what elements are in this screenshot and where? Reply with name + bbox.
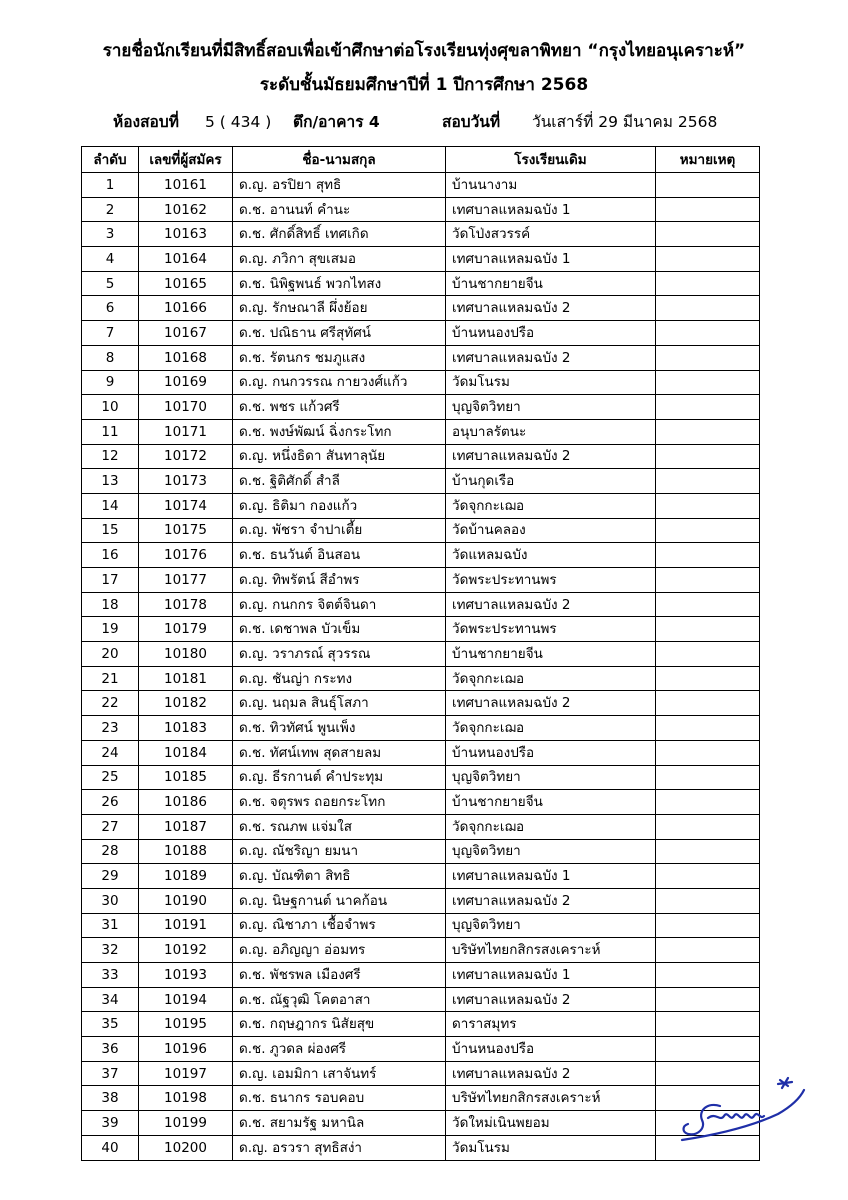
applicant-id: 10199 — [139, 1111, 233, 1136]
previous-school: เทศบาลแหลมฉบัง 2 — [446, 444, 656, 469]
note-cell — [656, 617, 760, 642]
applicant-id: 10176 — [139, 543, 233, 568]
student-name: ด.ญ. ธิติมา กองแก้ว — [233, 493, 446, 518]
previous-school: เทศบาลแหลมฉบัง 1 — [446, 963, 656, 988]
applicant-id: 10172 — [139, 444, 233, 469]
student-name: ด.ช. รณภพ แจ่มใส — [233, 814, 446, 839]
student-name: ด.ญ. อภิญญา อ่อมทร — [233, 938, 446, 963]
student-name: ด.ญ. พัชรา จำปาเตี้ย — [233, 518, 446, 543]
student-name: ด.ญ. กนกวรรณ กายวงศ์แก้ว — [233, 370, 446, 395]
note-cell — [656, 222, 760, 247]
note-cell — [656, 173, 760, 198]
column-header-note: หมายเหตุ — [656, 147, 760, 173]
row-number: 40 — [82, 1135, 139, 1160]
student-name: ด.ช. สยามรัฐ มหานิล — [233, 1111, 446, 1136]
applicant-id: 10163 — [139, 222, 233, 247]
student-name: ด.ญ. ทิพรัตน์ สีอำพร — [233, 568, 446, 593]
applicant-id: 10169 — [139, 370, 233, 395]
previous-school: เทศบาลแหลมฉบัง 1 — [446, 247, 656, 272]
table-row — [82, 1061, 760, 1086]
previous-school: เทศบาลแหลมฉบัง 1 — [446, 864, 656, 889]
previous-school: เทศบาลแหลมฉบัง 1 — [446, 197, 656, 222]
previous-school: วัดจุกกะเฌอ — [446, 814, 656, 839]
applicant-id: 10166 — [139, 296, 233, 321]
applicant-id: 10184 — [139, 740, 233, 765]
table-row — [82, 1135, 760, 1160]
previous-school: เทศบาลแหลมฉบัง 2 — [446, 592, 656, 617]
applicant-id: 10165 — [139, 271, 233, 296]
student-table — [81, 146, 760, 1161]
table-row — [82, 419, 760, 444]
table-row — [82, 493, 760, 518]
table-row — [82, 469, 760, 494]
student-name: ด.ช. ณัฐวุฒิ โคตอาสา — [233, 987, 446, 1012]
previous-school: บ้านชากยายจีน — [446, 790, 656, 815]
student-name: ด.ช. ฐิติศักดิ์ สำลี — [233, 469, 446, 494]
column-header-school: โรงเรียนเดิม — [446, 147, 656, 173]
previous-school: วัดบ้านคลอง — [446, 518, 656, 543]
table-row — [82, 1012, 760, 1037]
student-name: ด.ญ. เอมมิกา เสาจันทร์ — [233, 1061, 446, 1086]
previous-school: บุญจิตวิทยา — [446, 913, 656, 938]
row-number: 11 — [82, 419, 139, 444]
applicant-id: 10179 — [139, 617, 233, 642]
row-number: 32 — [82, 938, 139, 963]
student-name: ด.ช. ทิวทัศน์ พูนเพ็ง — [233, 716, 446, 741]
previous-school: วัดพระประทานพร — [446, 617, 656, 642]
applicant-id: 10180 — [139, 642, 233, 667]
note-cell — [656, 1012, 760, 1037]
row-number: 17 — [82, 568, 139, 593]
student-name: ด.ญ. รักษณาลี ผึ่งย้อย — [233, 296, 446, 321]
previous-school: บุญจิตวิทยา — [446, 765, 656, 790]
row-number: 14 — [82, 493, 139, 518]
previous-school: วัดมโนรม — [446, 1135, 656, 1160]
note-cell — [656, 864, 760, 889]
applicant-id: 10189 — [139, 864, 233, 889]
row-number: 10 — [82, 395, 139, 420]
previous-school: วัดจุกกะเฌอ — [446, 493, 656, 518]
student-name: ด.ช. รัตนกร ชมภูแสง — [233, 345, 446, 370]
student-name: ด.ญ. ณิชาภา เชื้อจำพร — [233, 913, 446, 938]
previous-school: วัดจุกกะเฌอ — [446, 666, 656, 691]
previous-school: วัดใหม่เนินพยอม — [446, 1111, 656, 1136]
note-cell — [656, 666, 760, 691]
applicant-id: 10181 — [139, 666, 233, 691]
applicant-id: 10162 — [139, 197, 233, 222]
table-row — [82, 568, 760, 593]
row-number: 1 — [82, 173, 139, 198]
table-row — [82, 1111, 760, 1136]
student-name: ด.ญ. บัณฑิตา สิทธิ — [233, 864, 446, 889]
row-number: 38 — [82, 1086, 139, 1111]
applicant-id: 10182 — [139, 691, 233, 716]
row-number: 28 — [82, 839, 139, 864]
previous-school: บุญจิตวิทยา — [446, 395, 656, 420]
table-row — [82, 765, 760, 790]
previous-school: บุญจิตวิทยา — [446, 839, 656, 864]
row-number: 37 — [82, 1061, 139, 1086]
previous-school: บ้านหนองปรือ — [446, 1037, 656, 1062]
previous-school: เทศบาลแหลมฉบัง 2 — [446, 691, 656, 716]
note-cell — [656, 345, 760, 370]
applicant-id: 10196 — [139, 1037, 233, 1062]
note-cell — [656, 963, 760, 988]
student-name: ด.ญ. อรวรา สุทธิสง่า — [233, 1135, 446, 1160]
student-name: ด.ช. ธนากร รอบคอบ — [233, 1086, 446, 1111]
note-cell — [656, 395, 760, 420]
note-cell — [656, 790, 760, 815]
table-row — [82, 666, 760, 691]
student-name: ด.ช. เดชาพล บัวเข็ม — [233, 617, 446, 642]
applicant-id: 10170 — [139, 395, 233, 420]
table-row — [82, 518, 760, 543]
signature-stroke — [684, 1105, 721, 1134]
row-number: 29 — [82, 864, 139, 889]
note-cell — [656, 888, 760, 913]
applicant-id: 10171 — [139, 419, 233, 444]
student-name: ด.ญ. นฤมล สินธุ์โสภา — [233, 691, 446, 716]
applicant-id: 10192 — [139, 938, 233, 963]
row-number: 13 — [82, 469, 139, 494]
note-cell — [656, 518, 760, 543]
student-name: ด.ช. พชร แก้วศรี — [233, 395, 446, 420]
note-cell — [656, 370, 760, 395]
applicant-id: 10177 — [139, 568, 233, 593]
table-row — [82, 839, 760, 864]
table-row — [82, 321, 760, 346]
previous-school: วัดจุกกะเฌอ — [446, 716, 656, 741]
applicant-id: 10186 — [139, 790, 233, 815]
student-name: ด.ญ. ชันญ่า กระทง — [233, 666, 446, 691]
note-cell — [656, 592, 760, 617]
previous-school: บริษัทไทยกสิกรสงเคราะห์ — [446, 1086, 656, 1111]
applicant-id: 10164 — [139, 247, 233, 272]
table-row — [82, 913, 760, 938]
student-name: ด.ช. จตุรพร ถอยกระโทก — [233, 790, 446, 815]
student-name: ด.ช. ปณิธาน ศรีสุทัศน์ — [233, 321, 446, 346]
row-number: 15 — [82, 518, 139, 543]
applicant-id: 10175 — [139, 518, 233, 543]
row-number: 18 — [82, 592, 139, 617]
table-row — [82, 271, 760, 296]
row-number: 27 — [82, 814, 139, 839]
table-row — [82, 864, 760, 889]
row-number: 16 — [82, 543, 139, 568]
row-number: 31 — [82, 913, 139, 938]
student-name: ด.ญ. ณัชริญา ยมนา — [233, 839, 446, 864]
table-row — [82, 173, 760, 198]
row-number: 19 — [82, 617, 139, 642]
student-name: ด.ญ. อรปิยา สุทธิ — [233, 173, 446, 198]
table-row — [82, 642, 760, 667]
applicant-id: 10194 — [139, 987, 233, 1012]
row-number: 34 — [82, 987, 139, 1012]
row-number: 8 — [82, 345, 139, 370]
previous-school: บ้านนางาม — [446, 173, 656, 198]
student-name: ด.ช. ทัศน์เทพ สุดสายลม — [233, 740, 446, 765]
table-row — [82, 370, 760, 395]
row-number: 2 — [82, 197, 139, 222]
row-number: 22 — [82, 691, 139, 716]
previous-school: บ้านชากยายจีน — [446, 271, 656, 296]
previous-school: วัดแหลมฉบัง — [446, 543, 656, 568]
table-header-row — [82, 147, 760, 173]
row-number: 12 — [82, 444, 139, 469]
applicant-id: 10174 — [139, 493, 233, 518]
applicant-id: 10173 — [139, 469, 233, 494]
previous-school: บ้านกุดเรือ — [446, 469, 656, 494]
date-label: สอบวันที่ — [442, 113, 501, 131]
student-name: ด.ช. ธนวันต์ อินสอน — [233, 543, 446, 568]
table-row — [82, 222, 760, 247]
table-row — [82, 444, 760, 469]
table-row — [82, 345, 760, 370]
row-number: 24 — [82, 740, 139, 765]
signature-stroke — [708, 1114, 764, 1118]
row-number: 26 — [82, 790, 139, 815]
table-row — [82, 395, 760, 420]
note-cell — [656, 1037, 760, 1062]
applicant-id: 10190 — [139, 888, 233, 913]
student-name: ด.ญ. กนกกร จิตต์จินดา — [233, 592, 446, 617]
previous-school: วัดโป่งสวรรค์ — [446, 222, 656, 247]
date-value: วันเสาร์ที่ 29 มีนาคม 2568 — [532, 113, 718, 131]
row-number: 4 — [82, 247, 139, 272]
table-row — [82, 617, 760, 642]
table-row — [82, 1086, 760, 1111]
previous-school: เทศบาลแหลมฉบัง 2 — [446, 345, 656, 370]
applicant-id: 10198 — [139, 1086, 233, 1111]
student-name: ด.ช. ภูวดล ผ่องศรี — [233, 1037, 446, 1062]
row-number: 39 — [82, 1111, 139, 1136]
note-cell — [656, 197, 760, 222]
room-label: ห้องสอบที่ — [113, 113, 179, 131]
note-cell — [656, 765, 760, 790]
building-label: ตึก/อาคาร 4 — [293, 113, 380, 131]
table-row — [82, 1037, 760, 1062]
note-cell — [656, 642, 760, 667]
previous-school: บ้านหนองปรือ — [446, 321, 656, 346]
previous-school: บ้านหนองปรือ — [446, 740, 656, 765]
table-row — [82, 963, 760, 988]
note-cell — [656, 839, 760, 864]
note-cell — [656, 271, 760, 296]
note-cell — [656, 716, 760, 741]
signature-stroke — [778, 1078, 792, 1088]
room-value: 5 ( 434 ) — [205, 113, 272, 131]
previous-school: บริษัทไทยกสิกรสงเคราะห์ — [446, 938, 656, 963]
row-number: 5 — [82, 271, 139, 296]
previous-school: เทศบาลแหลมฉบัง 2 — [446, 1061, 656, 1086]
student-name: ด.ญ. ธีรกานต์ คำประทุม — [233, 765, 446, 790]
note-cell — [656, 419, 760, 444]
student-name: ด.ช. นิพิฐพนธ์ พวกไทสง — [233, 271, 446, 296]
previous-school: เทศบาลแหลมฉบัง 2 — [446, 296, 656, 321]
row-number: 35 — [82, 1012, 139, 1037]
row-number: 30 — [82, 888, 139, 913]
student-name: ด.ญ. หนึ่งธิดา สันทาลุนัย — [233, 444, 446, 469]
applicant-id: 10161 — [139, 173, 233, 198]
table-row — [82, 716, 760, 741]
table-body — [82, 173, 760, 1161]
student-name: ด.ญ. นิษฐกานต์ นาคก้อน — [233, 888, 446, 913]
table-row — [82, 987, 760, 1012]
note-cell — [656, 740, 760, 765]
table-row — [82, 888, 760, 913]
previous-school: ดาราสมุทร — [446, 1012, 656, 1037]
student-name: ด.ช. กฤษฎากร นิสัยสุข — [233, 1012, 446, 1037]
previous-school: วัดมโนรม — [446, 370, 656, 395]
table-row — [82, 790, 760, 815]
row-number: 6 — [82, 296, 139, 321]
note-cell — [656, 814, 760, 839]
table-row — [82, 592, 760, 617]
table-row — [82, 197, 760, 222]
applicant-id: 10193 — [139, 963, 233, 988]
applicant-id: 10197 — [139, 1061, 233, 1086]
applicant-id: 10191 — [139, 913, 233, 938]
table-row — [82, 691, 760, 716]
student-name: ด.ญ. วราภรณ์ สุวรรณ — [233, 642, 446, 667]
note-cell — [656, 469, 760, 494]
student-name: ด.ช. ศักดิ์สิทธิ์ เทศเกิด — [233, 222, 446, 247]
previous-school: เทศบาลแหลมฉบัง 2 — [446, 987, 656, 1012]
student-name: ด.ช. อานนท์ คำนะ — [233, 197, 446, 222]
applicant-id: 10187 — [139, 814, 233, 839]
note-cell — [656, 568, 760, 593]
row-number: 36 — [82, 1037, 139, 1062]
student-name: ด.ช. พัชรพล เมืองศรี — [233, 963, 446, 988]
note-cell — [656, 321, 760, 346]
applicant-id: 10178 — [139, 592, 233, 617]
column-header-name: ชื่อ-นามสกุล — [233, 147, 446, 173]
row-number: 20 — [82, 642, 139, 667]
applicant-id: 10167 — [139, 321, 233, 346]
row-number: 21 — [82, 666, 139, 691]
row-number: 3 — [82, 222, 139, 247]
applicant-id: 10195 — [139, 1012, 233, 1037]
row-number: 7 — [82, 321, 139, 346]
note-cell — [656, 938, 760, 963]
handwritten-signature — [668, 1062, 818, 1162]
note-cell — [656, 913, 760, 938]
previous-school: อนุบาลรัตนะ — [446, 419, 656, 444]
document-subtitle: ระดับชั้นมัธยมศึกษาปีที่ 1 ปีการศึกษา 2568 — [259, 75, 589, 95]
table-row — [82, 740, 760, 765]
table-row — [82, 814, 760, 839]
applicant-id: 10188 — [139, 839, 233, 864]
table-row — [82, 938, 760, 963]
table-row — [82, 543, 760, 568]
student-name: ด.ญ. ภวิกา สุขเสมอ — [233, 247, 446, 272]
note-cell — [656, 987, 760, 1012]
column-header-no: ลำดับ — [82, 147, 139, 173]
previous-school: เทศบาลแหลมฉบัง 2 — [446, 888, 656, 913]
applicant-id: 10185 — [139, 765, 233, 790]
row-number: 33 — [82, 963, 139, 988]
note-cell — [656, 247, 760, 272]
applicant-id: 10200 — [139, 1135, 233, 1160]
column-header-applicant-id: เลขที่ผู้สมัคร — [139, 147, 233, 173]
applicant-id: 10183 — [139, 716, 233, 741]
table-row — [82, 247, 760, 272]
note-cell — [656, 296, 760, 321]
row-number: 9 — [82, 370, 139, 395]
note-cell — [656, 543, 760, 568]
student-name: ด.ช. พงษ์พัฒน์ ฉิ่งกระโทก — [233, 419, 446, 444]
note-cell — [656, 691, 760, 716]
table-row — [82, 296, 760, 321]
row-number: 23 — [82, 716, 139, 741]
document-title: รายชื่อนักเรียนที่มีสิทธิ์สอบเพื่อเข้าศึกษาต่อโรงเรียนทุ่งศุขลาพิทยา “กรุงไทยอนุเคราะห์” — [102, 41, 746, 61]
note-cell — [656, 493, 760, 518]
applicant-id: 10168 — [139, 345, 233, 370]
note-cell — [656, 444, 760, 469]
previous-school: วัดพระประทานพร — [446, 568, 656, 593]
previous-school: บ้านชากยายจีน — [446, 642, 656, 667]
row-number: 25 — [82, 765, 139, 790]
